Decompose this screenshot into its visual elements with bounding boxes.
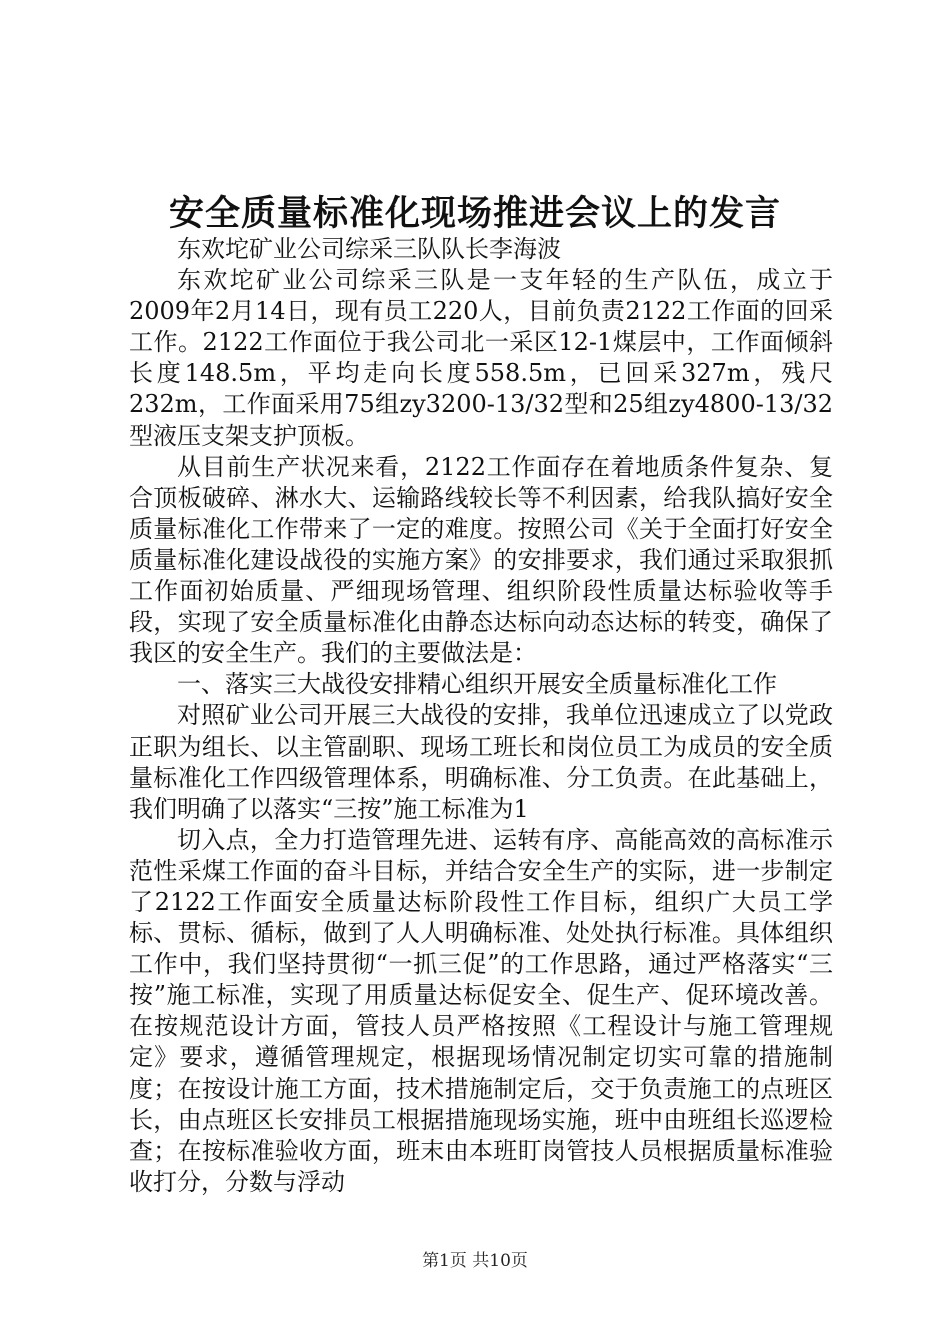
paragraph-intro: 东欢坨矿业公司综采三队是一支年轻的生产队伍，成立于2009年2月14日，现有员工220人，目前负责2122工作面的回采工作。2122工作面位于我公司北一采区12-1煤层中，工作面倾斜长度148.5m，平均走向长度558.5m，已回采327m，残尺232m，工作面采用75组zy3200-13/32型和25组zy4800-13/32型液压支架支护顶板。 xyxy=(129,266,833,450)
section-heading-1: 一、落实三大战役安排精心组织开展安全质量标准化工作 xyxy=(177,670,777,699)
page-footer: 第1页 共10页 xyxy=(422,1251,528,1271)
body-text xyxy=(129,234,833,1198)
paragraph-organization: 对照矿业公司开展三大战役的安排，我单位迅速成立了以党政正职为组长、以主管副职、现场工班长和岗位员工为成员的安全质量标准化工作四级管理体系，明确标准、分工负责。在此基础上，我们明确了以落实“三按”施工标准为1 xyxy=(129,701,833,823)
paragraph-implementation: 切入点，全力打造管理先进、运转有序、高能高效的高标准示范性采煤工作面的奋斗目标，并结合安全生产的实际，进一步制定了2122工作面安全质量达标阶段性工作目标，组织广大员工学标、贯标、循标，做到了人人明确标准、处处执行标准。具体组织工作中，我们坚持贯彻“一抓三促”的工作思路，通过严格落实“三按”施工标准，实现了用质量达标促安全、促生产、促环境改善。在按规范设计方面，管技人员严格按照《工程设计与施工管理规定》要求，遵循管理规定，根据现场情况制定切实可靠的措施制度；在按设计施工方面，技术措施制定后，交于负责施工的点班区长，由点班区长安排员工根据措施现场实施，班中由班组长巡逻检查；在按标准验收方面，班末由本班盯岗管技人员根据质量标准验收打分，分数与浮动 xyxy=(129,825,833,1196)
page-title: 安全质量标准化现场推进会议上的发言 xyxy=(168,194,781,234)
author-line: 东欢坨矿业公司综采三队队长李海波 xyxy=(177,235,561,263)
paragraph-status: 从目前生产状况来看，2122工作面存在着地质条件复杂、复合顶板破碎、淋水大、运输路线较长等不利因素，给我队搞好安全质量标准化工作带来了一定的难度。按照公司《关于全面打好安全质量标准化建设战役的实施方案》的安排要求，我们通过采取狠抓工作面初始质量、严细现场管理、组织阶段性质量达标验收等手段，实现了安全质量标准化由静态达标向动态达标的转变，确保了我区的安全生产。我们的主要做法是： xyxy=(129,452,833,668)
